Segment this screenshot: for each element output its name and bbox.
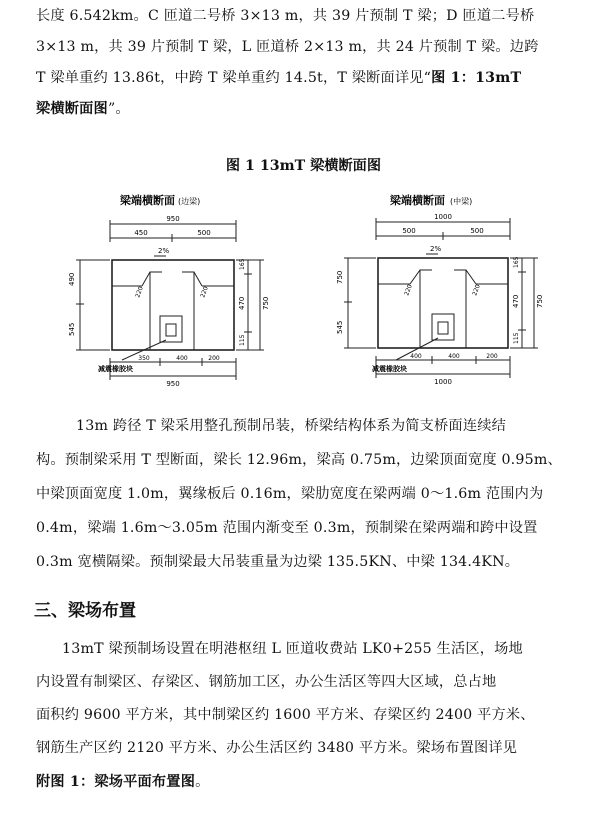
section-heading: 三、梁场布置 [34, 601, 136, 621]
body-line-5: 0.3m 宽横隔梁。预制梁最大吊装重量为边梁 135.5KN、中梁 134.4KN。 [36, 554, 520, 570]
edge-beam-bottom-dim-1: 350 [138, 355, 150, 362]
middle-beam-bearing-label: 减震橡胶块 [372, 365, 407, 373]
edge-beam-bottom-dim-3: 200 [208, 355, 220, 362]
edge-beam-top-left: 450 [134, 229, 148, 237]
figure-reference-cont: 梁横断面图 [36, 101, 108, 117]
edge-beam-web-left: 220 [134, 285, 145, 299]
intro-line-3 [36, 66, 576, 91]
edge-beam-title: 梁端横断面 [120, 194, 175, 207]
edge-beam-bottom-total: 950 [166, 380, 180, 388]
intro-line-3-text: T 梁单重约 13.86t，中跨 T 梁单重约 14.5t，T 梁断面详见“ [36, 70, 432, 86]
middle-beam-left-dim-2: 545 [336, 320, 344, 334]
intro-line-4-text: ”。 [107, 101, 130, 117]
edge-beam-bearing-label: 减震橡胶块 [98, 365, 133, 373]
edge-beam-right-dim-3: 750 [262, 296, 270, 310]
middle-beam-right-dim-1: 165 [513, 256, 520, 268]
edge-beam-top-width: 950 [166, 215, 180, 223]
intro-line-1: 长度 6.542km。C 匝道二号桥 3×13 m，共 39 片预制 T 梁；D 匝道二号桥 [36, 8, 535, 24]
edge-beam-cross-section [62, 190, 270, 390]
edge-beam-subtitle: (边梁) [178, 197, 201, 206]
body-line-4: 0.4m，梁端 1.6m～3.05m 范围内渐变至 0.3m，预制梁在梁两端和跨中设置 [36, 520, 538, 536]
edge-beam-right-dim-1: 165 [239, 258, 246, 270]
middle-beam-bottom-dim-1: 400 [410, 353, 422, 360]
middle-beam-left-dim-1: 750 [336, 270, 344, 284]
middle-beam-bottom-dim-3: 200 [486, 353, 498, 360]
body-line-1: 13m 跨径 T 梁采用整孔预制吊装，桥梁结构体系为简支桥面连续结 [76, 418, 506, 434]
intro-line-2: 3×13 m，共 39 片预制 T 梁，L 匝道桥 2×13 m，共 24 片预制 T 梁。边跨 [36, 39, 539, 55]
middle-beam-web-left: 220 [403, 283, 414, 297]
edge-beam-bottom-dim-2: 400 [176, 355, 188, 362]
middle-beam-top-width: 1000 [434, 213, 452, 221]
intro-line-4 [36, 97, 576, 122]
section-line-5-text: 。 [195, 774, 210, 790]
middle-beam-right-dim-4: 115 [513, 332, 520, 344]
middle-beam-top-left: 500 [402, 227, 416, 235]
middle-beam-slope: 2% [430, 245, 442, 253]
section-line-1: 13mT 梁预制场设置在明港枢纽 L 匝道收费站 LK0+255 生活区，场地 [62, 641, 523, 657]
middle-beam-right-dim-3: 750 [536, 294, 544, 308]
section-line-4: 钢筋生产区约 2120 平方米、办公生活区约 3480 平方米。梁场布置图详见 [36, 740, 518, 756]
body-line-3: 中梁顶面宽度 1.0m，翼缘板后 0.16m，梁肋宽度在梁两端 0～1.6m 范围内为 [36, 486, 544, 502]
middle-beam-bottom-total: 1000 [434, 378, 452, 386]
edge-beam-top-right: 500 [197, 229, 211, 237]
appendix-reference: 附图 1：梁场平面布置图 [36, 774, 196, 790]
middle-beam-bottom-dim-2: 400 [448, 353, 460, 360]
edge-beam-slope: 2% [158, 247, 170, 255]
figure-caption: 图 1 13mT 梁横断面图 [225, 158, 382, 174]
edge-beam-right-dim-4: 115 [239, 334, 246, 346]
middle-beam-title: 梁端横断面 [390, 194, 445, 207]
section-line-2: 内设置有制梁区、存梁区、钢筋加工区，办公生活区等四大区域，总占地 [36, 674, 497, 690]
middle-beam-top-right: 500 [470, 227, 484, 235]
middle-beam-web-right: 220 [471, 283, 482, 297]
edge-beam-left-dim-2: 545 [68, 322, 76, 336]
figure-reference: 图 1：13mT [431, 70, 522, 86]
middle-beam-subtitle: (中梁) [450, 197, 473, 206]
middle-beam-cross-section [332, 188, 544, 388]
body-line-2: 构。预制梁采用 T 型断面，梁长 12.96m，梁高 0.75m，边梁顶面宽度 0.95m、 [36, 452, 562, 468]
middle-beam-right-dim-2: 470 [512, 294, 520, 308]
edge-beam-web-right: 220 [199, 285, 210, 299]
section-line-3: 面积约 9600 平方米，其中制梁区约 1600 平方米、存梁区约 2400 平方米、 [36, 707, 535, 723]
edge-beam-left-dim-1: 490 [68, 272, 76, 286]
section-line-5 [36, 770, 576, 795]
edge-beam-right-dim-2: 470 [238, 296, 246, 310]
